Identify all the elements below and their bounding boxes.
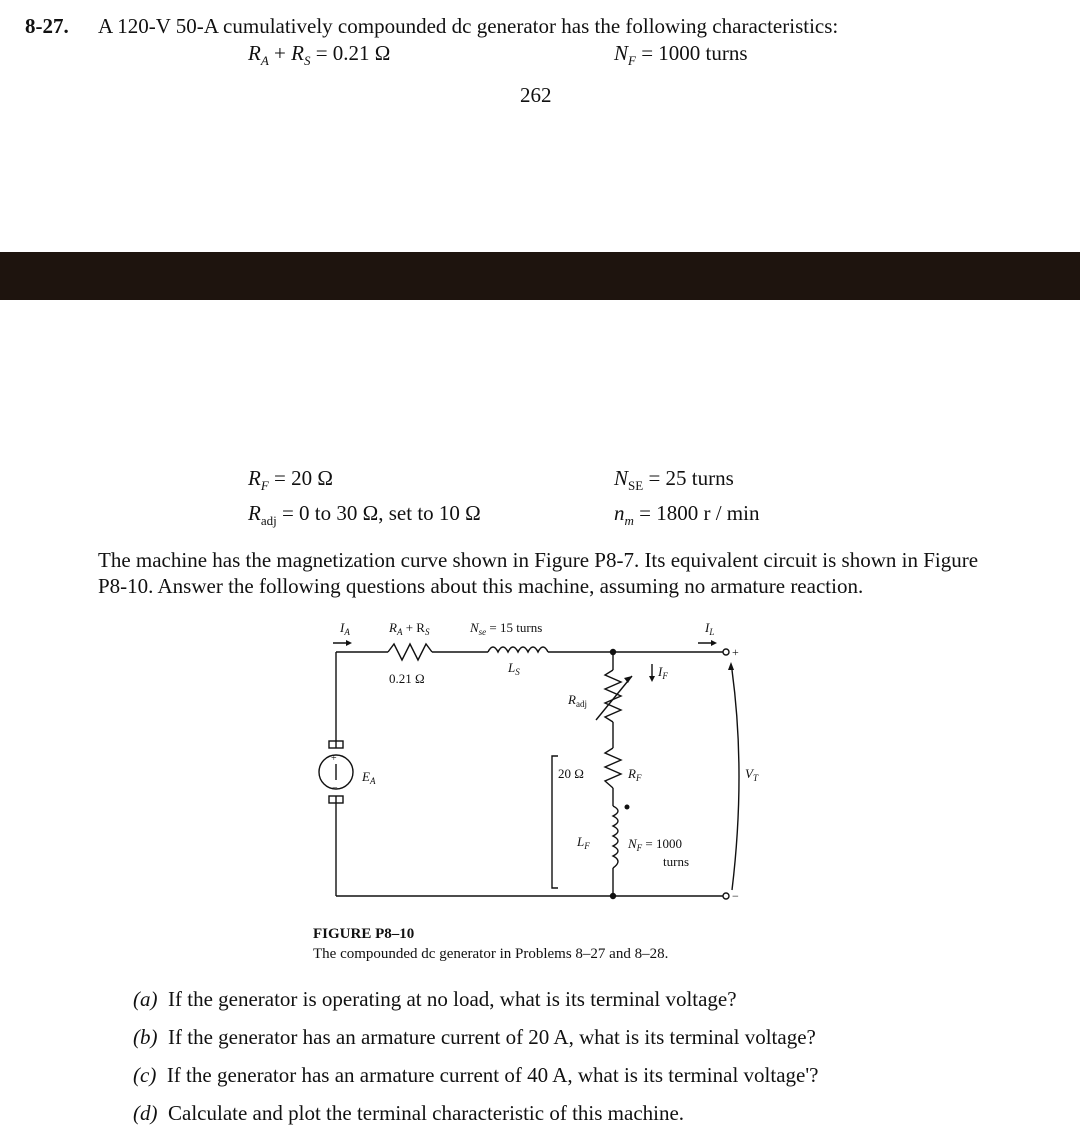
question-b: (b) If the generator has an armature current of 20 A, what is its terminal voltage? bbox=[133, 1025, 816, 1049]
terminal-positive bbox=[723, 649, 729, 655]
label-radj: $R_{adj}$ bbox=[568, 692, 587, 709]
equation-nse: $N_{SE} = 25$ turns bbox=[614, 466, 734, 494]
node-dot-top bbox=[611, 650, 616, 655]
shunt-field-resistor bbox=[605, 748, 621, 788]
label-nse: $N_{se} = 15$ turns bbox=[470, 620, 543, 637]
question-a: (a) If the generator is operating at no load, what is its terminal voltage? bbox=[133, 987, 737, 1011]
label-il: $I_L$ bbox=[705, 620, 715, 637]
label-terminal-minus: − bbox=[732, 889, 739, 903]
label-ea: $E_A$ bbox=[362, 769, 376, 786]
equation-nm: $n_m = 1800$ r / min bbox=[614, 501, 760, 529]
problem-statement: A 120-V 50-A cumulatively compounded dc generator has the following characteristics: bbox=[98, 14, 839, 38]
equation-rf: $R_F = 20$ Ω bbox=[248, 466, 333, 494]
label-nf: $N_F = 1000$ bbox=[628, 836, 683, 853]
armature-resistor bbox=[388, 644, 432, 660]
label-vt: $V_T$ bbox=[745, 766, 758, 783]
series-field-coil bbox=[488, 647, 548, 652]
label-ia: $I_A$ bbox=[340, 620, 350, 637]
adjustable-resistor bbox=[605, 670, 621, 722]
description-line-2: P8-10. Answer the following questions about this machine, assuming no armature reaction. bbox=[98, 574, 864, 598]
label-turns: turns bbox=[663, 854, 689, 869]
equation-radj: $R_{adj} = 0$ to 30 Ω, set to 10 Ω bbox=[248, 501, 481, 529]
label-source-minus: − bbox=[332, 783, 338, 794]
problem-number: 8-27. bbox=[25, 14, 69, 38]
page-number: 262 bbox=[520, 83, 552, 107]
page-separator-band bbox=[0, 252, 1080, 300]
problem-description bbox=[98, 547, 1058, 599]
shunt-field-coil bbox=[613, 806, 618, 868]
question-d: (d) Calculate and plot the terminal characteristic of this machine. bbox=[133, 1101, 685, 1125]
figure-caption-text: The compounded dc generator in Problems 8–27 and 8–28. bbox=[313, 946, 669, 962]
circuit-diagram bbox=[300, 610, 780, 910]
label-source-plus: + bbox=[331, 753, 337, 764]
equation-nf: $N_F = 1000$ turns bbox=[614, 41, 748, 69]
node-dot-bottom bbox=[611, 894, 616, 899]
label-rf: $R_F$ bbox=[628, 766, 642, 783]
figure-caption-title: FIGURE P8–10 bbox=[313, 926, 415, 942]
label-ls: $L_S$ bbox=[508, 660, 520, 677]
label-rf-value: 20 Ω bbox=[558, 766, 584, 781]
label-if: $I_F$ bbox=[658, 664, 668, 681]
equation-ra-rs: $R_A + R_S = 0.21$ Ω bbox=[248, 41, 391, 69]
terminal-negative bbox=[723, 893, 729, 899]
label-resistance-value: 0.21 Ω bbox=[389, 671, 425, 686]
label-lf: $L_F$ bbox=[577, 834, 590, 851]
label-ra-rs: $R_A + R_S$ bbox=[389, 620, 430, 637]
description-line-1: The machine has the magnetization curve shown in Figure P8-7. Its equivalent circuit is shown in Figure bbox=[98, 548, 979, 572]
label-terminal-plus: + bbox=[732, 645, 739, 659]
question-c: (c) If the generator has an armature current of 40 A, what is its terminal voltage'? bbox=[133, 1063, 819, 1087]
polarity-dot-coil bbox=[625, 805, 630, 810]
terminal-voltage-bracket bbox=[732, 670, 739, 890]
